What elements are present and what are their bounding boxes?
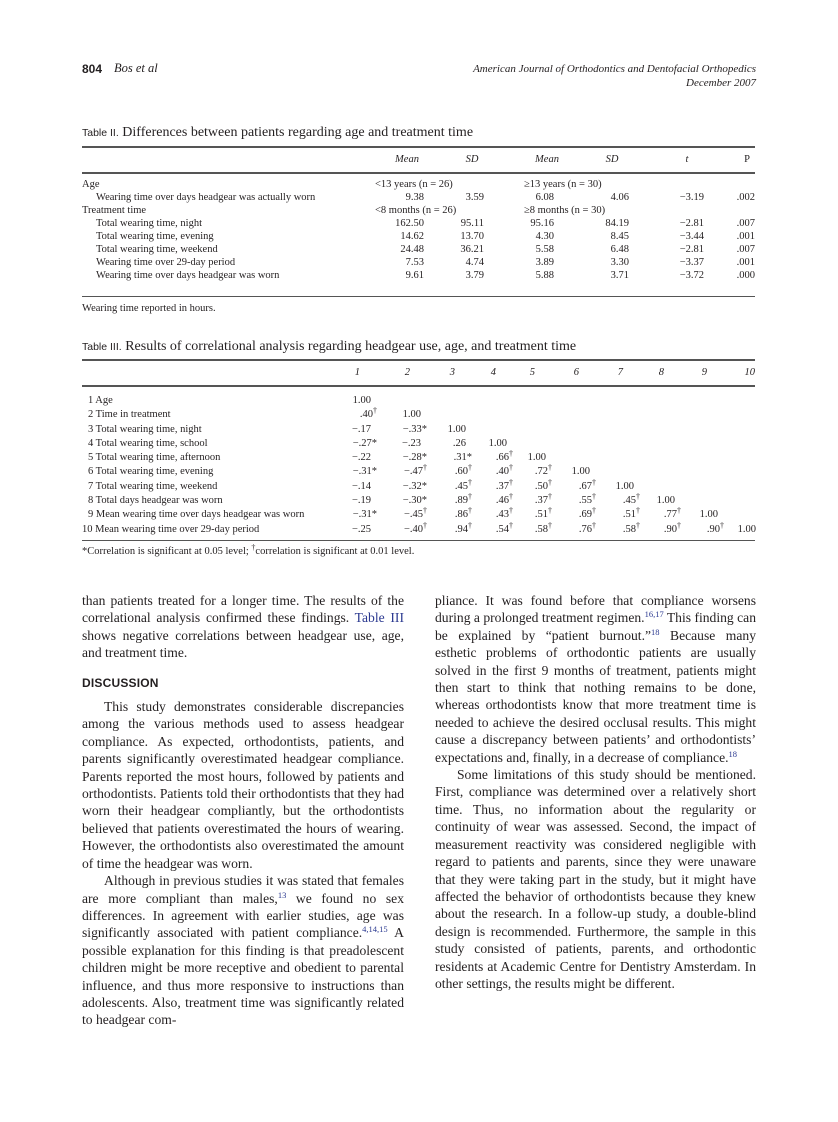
table3-top-rule xyxy=(82,359,755,361)
correlation-value: .37† xyxy=(534,492,552,507)
correlation-value: 1.00 xyxy=(352,395,371,406)
group2-label: ≥13 years (n = 30) xyxy=(524,179,602,190)
group-label: Treatment time xyxy=(82,205,147,216)
correlation-value: .46† xyxy=(495,492,513,507)
table3-caption: Results of correlational analysis regarding headgear use, age, and treatment time xyxy=(125,339,577,354)
table2-bottom-rule xyxy=(82,296,755,297)
table-row xyxy=(82,477,755,494)
correlation-value: −.31* xyxy=(352,509,377,521)
text: Although in previous studies it was stated that females are more compliant than males, xyxy=(82,873,404,906)
correlation-value: −.31* xyxy=(352,466,377,478)
table2-body xyxy=(82,178,755,282)
table-row xyxy=(82,204,755,217)
text: shows negative correlations between headgear use, age, and treatment time. xyxy=(82,627,404,661)
correlation-value: .60† xyxy=(454,463,472,478)
correlation-value: .45† xyxy=(454,477,472,492)
table-row xyxy=(82,269,755,282)
row-label: 2 Time in treatment xyxy=(88,409,171,421)
correlation-value: .58† xyxy=(622,520,640,535)
t-value: −3.72 xyxy=(679,270,704,281)
correlation-value: .69† xyxy=(578,506,596,521)
correlation-value: −.28* xyxy=(402,452,427,464)
correlation-value: −.14 xyxy=(351,480,371,492)
sd1: 4.74 xyxy=(465,257,484,268)
mean1: 9.61 xyxy=(405,270,424,281)
sd1: 36.21 xyxy=(460,244,484,255)
table-row xyxy=(82,437,755,451)
correlation-value: .54† xyxy=(495,520,513,535)
correlation-value: .40† xyxy=(495,463,513,478)
correlation-value: 1.00 xyxy=(656,495,675,507)
header-sd-1: SD xyxy=(465,154,479,165)
row-label: Wearing time over 29-day period xyxy=(96,257,236,268)
correlation-value: −.47† xyxy=(403,463,427,478)
journal-name: American Journal of Orthodontics and Dentofacial Orthopedics xyxy=(473,63,756,75)
correlation-value: .76† xyxy=(578,520,596,535)
footnote-significance-05: *Correlation is significant at 0.05 level; xyxy=(82,546,252,557)
reference-link[interactable]: 18 xyxy=(728,748,738,759)
correlation-value: .89† xyxy=(454,492,472,507)
table-row xyxy=(82,508,755,522)
correlation-value: .94† xyxy=(454,520,472,535)
column-header: 7 xyxy=(617,367,623,378)
paragraph: This study demonstrates considerable discrepancies among the various methods used to assess headgear compliance. As expected, orthodontists, patients, and parents significantly overestimated headgear compliance. Parents reported the most hours, followed by patients and orthodontists. Patients told their orthodontists that they had worn their headgear compliantly, but the orthodontists believed that patients overestimated the hours of wearing. However, the orthodontists also overestimated the amount of time the headgear was worn. xyxy=(82,699,404,871)
t-value: −2.81 xyxy=(679,218,704,229)
table2-footnote: Wearing time reported in hours. xyxy=(82,303,216,314)
mean1: 162.50 xyxy=(395,218,424,229)
sd2: 4.06 xyxy=(610,192,629,203)
correlation-value: 1.00 xyxy=(615,480,634,492)
paragraph xyxy=(82,592,404,662)
table3-header-rule xyxy=(82,385,755,387)
group-label: Age xyxy=(82,179,100,190)
p-value: .001 xyxy=(736,231,755,242)
correlation-value: −.25 xyxy=(351,523,371,535)
paragraph xyxy=(82,872,404,1029)
sd2: 3.71 xyxy=(610,270,629,281)
journal-info xyxy=(473,62,756,90)
mean1: 9.38 xyxy=(405,192,424,203)
table3-footnote xyxy=(82,543,415,557)
row-label: Wearing time over days headgear was worn xyxy=(96,270,280,281)
correlation-value: .43† xyxy=(495,506,513,521)
correlation-value: 1.00 xyxy=(447,423,466,435)
sd1: 95.11 xyxy=(460,218,484,229)
group2-label: ≥8 months (n = 30) xyxy=(524,205,606,216)
table-row xyxy=(82,408,755,422)
text: than patients treated for a longer time. The results of the correlational analysis confirmed these findings. xyxy=(82,593,404,626)
correlation-value: −.27* xyxy=(352,437,377,449)
table-row xyxy=(82,520,756,537)
mean1: 7.53 xyxy=(405,257,424,268)
correlation-value: −.22 xyxy=(351,452,371,464)
row-label: 3 Total wearing time, night xyxy=(88,423,202,435)
correlation-value: .72† xyxy=(534,463,552,478)
correlation-value: .51† xyxy=(534,506,552,521)
correlation-value: .90† xyxy=(706,520,724,535)
paragraph xyxy=(435,592,756,766)
text: we found no sex differences. In agreement with earlier studies, age was significantly associated with patient compliance. xyxy=(82,890,404,941)
correlation-value: .77† xyxy=(663,506,681,521)
t-value: −3.44 xyxy=(679,231,704,242)
table-row xyxy=(82,178,755,191)
t-value: −3.37 xyxy=(679,257,704,268)
correlation-value: .45† xyxy=(622,492,640,507)
row-label: 6 Total wearing time, evening xyxy=(88,466,214,478)
header-t: t xyxy=(685,154,689,165)
text: Because many esthetic problems of orthodontic patients are usually solved in the first 9 months of treatment, patients might then start to think that nothing remains to be done, whereas orthodontists know that more treatment time is needed to achieve the desired occlusal results. This might cause a discrepancy between patients’ and orthodontists’ expectations and, finally, in a decrease of compliance. xyxy=(435,627,756,765)
page-number: 804 xyxy=(82,62,103,76)
left-column xyxy=(82,592,404,1029)
mean2: 4.30 xyxy=(535,231,554,242)
table2-label: Table II. xyxy=(82,127,119,139)
correlation-value: .37† xyxy=(495,477,513,492)
column-header: 4 xyxy=(490,367,496,378)
correlation-value: 1.00 xyxy=(402,409,421,421)
p-value: .001 xyxy=(736,257,755,268)
p-value: .002 xyxy=(736,192,755,203)
sd1: 13.70 xyxy=(460,231,484,242)
table-row xyxy=(82,230,755,243)
header-sd-2: SD xyxy=(605,154,619,165)
dagger-symbol: † xyxy=(251,543,256,552)
mean2: 3.89 xyxy=(535,257,554,268)
correlation-value: .55† xyxy=(578,492,596,507)
correlation-value: 1.00 xyxy=(737,523,756,535)
header-mean-1: Mean xyxy=(395,154,419,165)
row-label: 4 Total wearing time, school xyxy=(88,437,208,449)
reference-link[interactable]: 4,14,15 xyxy=(362,924,388,935)
column-header: 3 xyxy=(449,367,455,378)
correlation-value: .31* xyxy=(453,452,472,464)
row-label: 9 Mean wearing time over days headgear was worn xyxy=(88,509,305,521)
mean2: 6.08 xyxy=(535,192,554,203)
sd1: 3.79 xyxy=(465,270,484,281)
authors: Bos et al xyxy=(114,61,158,75)
table-iii-link[interactable]: Table III xyxy=(354,610,404,626)
running-head xyxy=(82,62,756,94)
correlation-value: .51† xyxy=(622,506,640,521)
mean1: 24.48 xyxy=(400,244,424,255)
table-row xyxy=(82,217,755,230)
row-label: 7 Total wearing time, weekend xyxy=(88,480,218,492)
row-label: Total wearing time, weekend xyxy=(96,244,218,255)
table3-title xyxy=(82,339,576,355)
section-heading-discussion: DISCUSSION xyxy=(82,675,159,690)
header-p: P xyxy=(744,154,750,165)
row-label: 5 Total wearing time, afternoon xyxy=(88,452,221,464)
correlation-value: 1.00 xyxy=(699,509,718,521)
text: This finding can be explained by “patient burnout.” xyxy=(435,610,756,643)
correlation-value: 1.00 xyxy=(488,437,507,449)
correlation-value: −.19 xyxy=(351,495,371,507)
correlation-value: −.33* xyxy=(402,423,427,435)
table3-body xyxy=(82,394,755,537)
correlation-value: −.17 xyxy=(351,423,371,435)
reference-link[interactable]: 13 xyxy=(277,889,287,900)
sd2: 84.19 xyxy=(605,218,629,229)
column-header: 8 xyxy=(658,367,664,378)
table-row xyxy=(82,394,755,408)
row-label: 8 Total days headgear was worn xyxy=(88,495,223,507)
reference-link[interactable]: 18 xyxy=(651,626,660,637)
table-row xyxy=(82,256,755,269)
sd2: 8.45 xyxy=(610,231,629,242)
t-value: −2.81 xyxy=(679,244,704,255)
correlation-value: −.30* xyxy=(402,495,427,507)
table-row xyxy=(82,423,755,437)
sd1: 3.59 xyxy=(465,192,484,203)
row-label: 1 Age xyxy=(88,395,113,406)
table3-bottom-rule xyxy=(82,540,755,541)
correlation-value: .26 xyxy=(452,437,466,449)
text: A possible explanation for this finding is that preadolescent children might be more receptive and obedient to parental influence, and thus more responsive to instructions than adolescents. Also, treatment time was significantly related to headgear com- xyxy=(82,925,405,1028)
correlation-value: 1.00 xyxy=(527,452,546,464)
correlation-value: .86† xyxy=(454,506,472,521)
text: pliance. It was found before that compliance worsens during a prolonged treatment regimen. xyxy=(435,593,756,626)
footnote-significance-01: correlation is significant at 0.01 level. xyxy=(255,546,415,557)
correlation-value: .40† xyxy=(359,406,377,421)
correlation-value: .58† xyxy=(534,520,552,535)
table-row xyxy=(82,243,755,256)
row-label: 10 Mean wearing time over 29-day period xyxy=(82,523,260,535)
reference-link[interactable]: 16,17 xyxy=(644,609,664,620)
p-value: .007 xyxy=(736,244,755,255)
mean1: 14.62 xyxy=(400,231,424,242)
header-mean-2: Mean xyxy=(535,154,559,165)
sd2: 3.30 xyxy=(610,257,629,268)
row-label: Total wearing time, night xyxy=(96,218,202,229)
mean2: 95.16 xyxy=(530,218,554,229)
table-row xyxy=(82,451,755,465)
column-header: 10 xyxy=(744,367,755,378)
table-row xyxy=(82,494,755,508)
group1-label: <13 years (n = 26) xyxy=(375,179,453,190)
right-column xyxy=(435,592,756,992)
table-row xyxy=(82,191,755,204)
correlation-value: .50† xyxy=(534,477,552,492)
table3-header xyxy=(82,366,755,379)
t-value: −3.19 xyxy=(679,192,704,203)
group1-label: <8 months (n = 26) xyxy=(375,205,457,216)
correlation-value: .67† xyxy=(578,477,596,492)
paragraph: Some limitations of this study should be mentioned. First, compliance was determined over a relatively short time. Thus, no information about the regularity or continuity of wear was assessed. Second, the impact of measurement reactivity was considered negligible with regard to patients and parents, since they were unaware that they were taking part in the study, but it might have affected the behavior of orthodontists because they knew about the research. In a follow-up study, a double-blind design is recommended. Furthermore, the sample in this study consisted of patients, parents, and orthodontic residents at Academic Centre for Dentistry Amsterdam. In other settings, the results might be different. xyxy=(435,767,756,991)
column-header: 5 xyxy=(529,367,535,378)
table3-label: Table III. xyxy=(82,341,122,353)
column-header: 6 xyxy=(573,367,579,378)
journal-issue: December 2007 xyxy=(686,77,756,89)
table2-header xyxy=(82,153,755,166)
table2-caption: Differences between patients regarding age and treatment time xyxy=(122,125,474,140)
mean2: 5.58 xyxy=(535,244,554,255)
mean2: 5.88 xyxy=(535,270,554,281)
column-header: 2 xyxy=(404,367,410,378)
sd2: 6.48 xyxy=(610,244,629,255)
correlation-value: −.23 xyxy=(401,437,421,449)
column-header: 1 xyxy=(354,367,360,378)
correlation-value: −.40† xyxy=(403,520,427,535)
correlation-value: −.45† xyxy=(403,506,427,521)
correlation-value: −.32* xyxy=(402,480,427,492)
p-value: .000 xyxy=(736,270,755,281)
column-header: 9 xyxy=(701,367,707,378)
correlation-value: .66† xyxy=(495,449,513,464)
table2-header-rule xyxy=(82,172,755,174)
table2-title xyxy=(82,125,473,141)
table2-top-rule xyxy=(82,146,755,148)
table-row xyxy=(82,465,755,479)
row-label: Total wearing time, evening xyxy=(96,231,214,242)
row-label: Wearing time over days headgear was actually worn xyxy=(96,192,316,203)
correlation-value: .90† xyxy=(663,520,681,535)
correlation-value: 1.00 xyxy=(571,466,590,478)
p-value: .007 xyxy=(736,218,755,229)
